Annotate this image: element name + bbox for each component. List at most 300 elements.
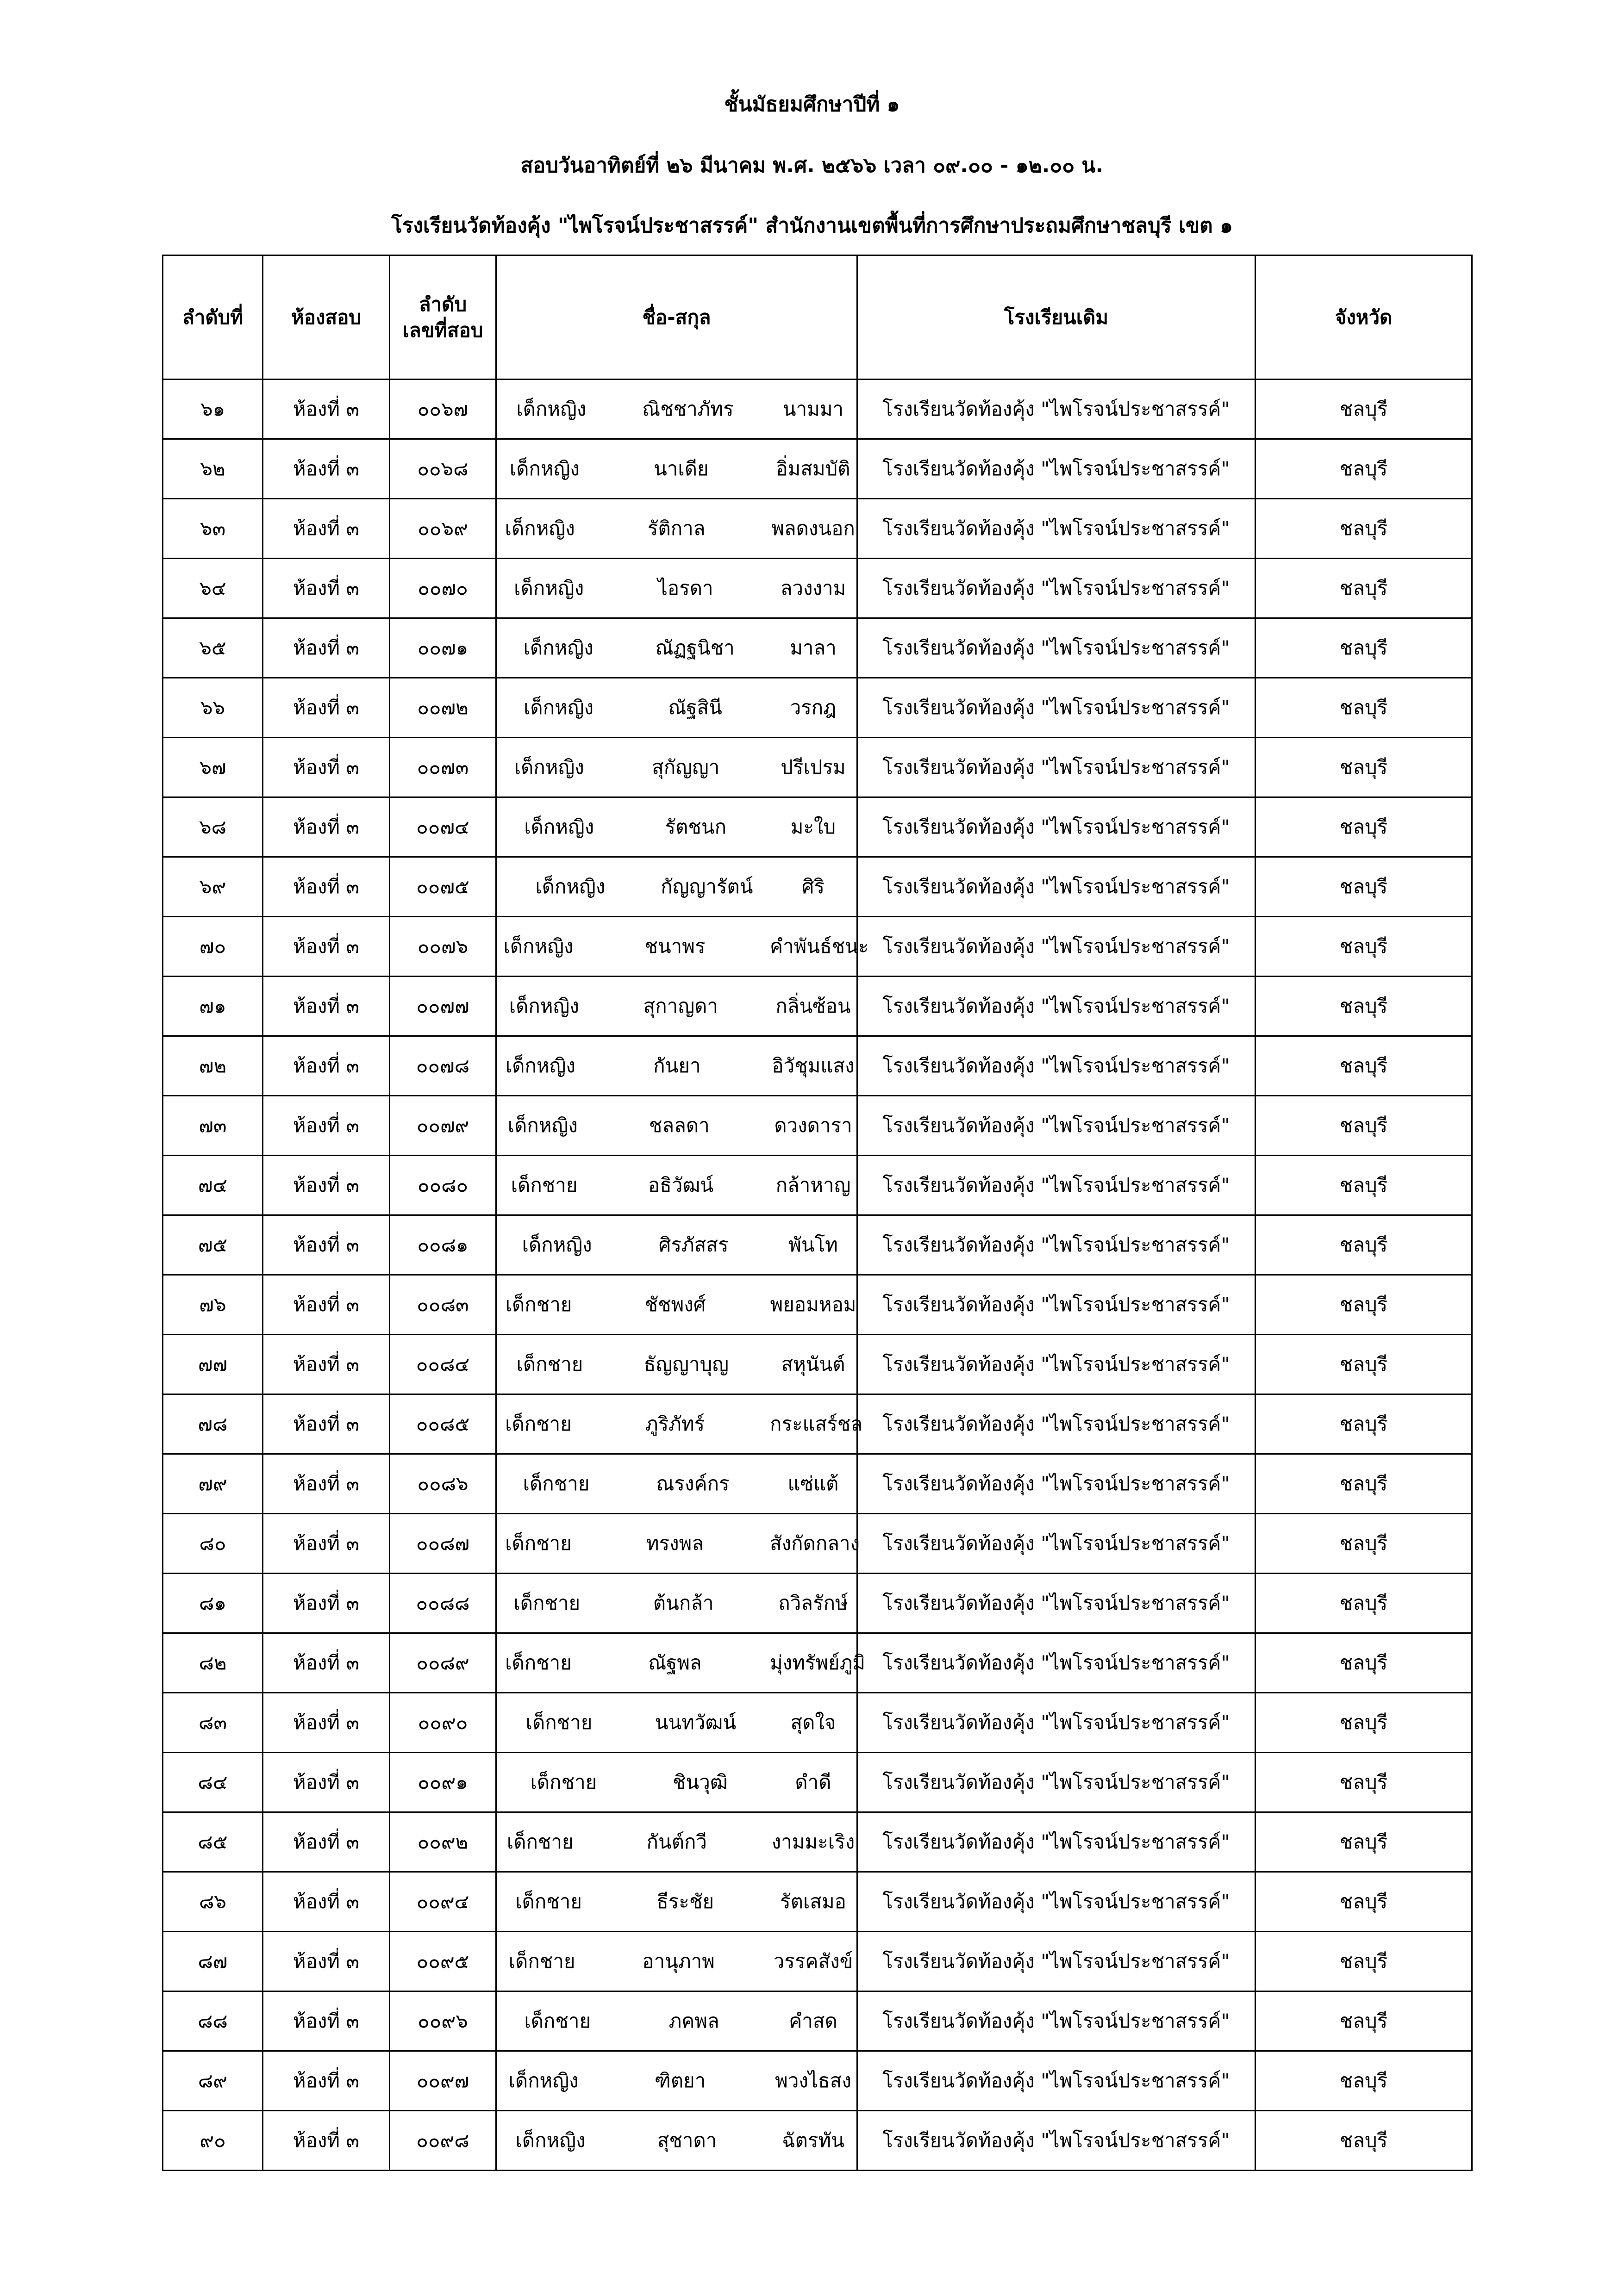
seat-number: ๐๐๗๒ [390,678,496,738]
name-prefix: เด็กชาย [523,1472,590,1495]
name-prefix: เด็กชาย [508,1950,575,1972]
seat-number: ๐๐๙๐ [390,1693,496,1753]
first-name: ศิรภัสสร [658,1233,729,1256]
exam-room: ห้องที่ ๓ [263,797,390,857]
col-header-room: ห้องสอบ [263,255,390,380]
seat-number: ๐๐๗๕ [390,857,496,917]
seat-number: ๐๐๗๖ [390,917,496,977]
name-prefix: เด็กหญิง [514,577,584,599]
province: ชลบุรี [1255,1335,1472,1394]
name-prefix: เด็กชาย [505,1412,572,1435]
name-prefix: เด็กหญิง [509,457,580,480]
student-name [496,618,857,678]
row-number: ๘๒ [163,1633,263,1693]
exam-room: ห้องที่ ๓ [263,1215,390,1275]
seat-number: ๐๐๗๑ [390,618,496,678]
table-row [163,1932,1472,1991]
last-name: พันโท [788,1233,838,1256]
row-number: ๗๔ [163,1156,263,1215]
province: ชลบุรี [1255,2051,1472,2111]
student-name [496,2111,857,2171]
last-name: ดำดี [795,1771,831,1793]
province: ชลบุรี [1255,678,1472,738]
name-prefix: เด็กหญิง [524,696,594,719]
student-name [496,1096,857,1156]
seat-number: ๐๐๗๐ [390,559,496,618]
previous-school: โรงเรียนวัดท้องคุ้ง "ไพโรจน์ประชาสรรค์" [857,1335,1255,1394]
last-name: ศิริ [801,875,825,898]
previous-school: โรงเรียนวัดท้องคุ้ง "ไพโรจน์ประชาสรรค์" [857,1991,1255,2051]
table-row [163,1514,1472,1574]
name-prefix: เด็กชาย [505,1532,572,1555]
student-name [496,1514,860,1574]
row-number: ๗๕ [163,1215,263,1275]
last-name: แซ่แต้ [787,1472,839,1495]
previous-school: โรงเรียนวัดท้องคุ้ง "ไพโรจน์ประชาสรรค์" [857,380,1255,439]
first-name: ชนาพร [644,935,706,958]
table-row [163,1454,1472,1514]
name-prefix: เด็กชาย [513,1592,581,1614]
student-roster-table [162,255,1473,2171]
last-name: มะใบ [790,815,836,838]
row-number: ๖๔ [163,559,263,618]
province: ชลบุรี [1255,1753,1472,1812]
province: ชลบุรี [1255,857,1472,917]
table-row [163,1574,1472,1633]
col-header-seat-line1: ลำดับ [418,292,467,316]
name-prefix: เด็กชาย [511,1174,578,1196]
row-number: ๘๖ [163,1872,263,1932]
table-header-row [163,255,1472,380]
row-number: ๗๙ [163,1454,263,1514]
exam-room: ห้องที่ ๓ [263,1394,390,1454]
last-name: อิวัชุมแสง [772,1054,855,1077]
row-number: ๖๒ [163,439,263,499]
row-number: ๗๓ [163,1096,263,1156]
previous-school: โรงเรียนวัดท้องคุ้ง "ไพโรจน์ประชาสรรค์" [857,1514,1255,1574]
previous-school: โรงเรียนวัดท้องคุ้ง "ไพโรจน์ประชาสรรค์" [857,618,1255,678]
table-row [163,917,1472,977]
table-row [163,2051,1472,2111]
last-name: ลวงงาม [780,577,846,599]
exam-room: ห้องที่ ๓ [263,1275,390,1335]
province: ชลบุรี [1255,1454,1472,1514]
exam-room: ห้องที่ ๓ [263,1812,390,1872]
seat-number: ๐๐๘๐ [390,1156,496,1215]
student-name [496,857,857,917]
first-name: ณรงค์กร [656,1472,730,1495]
exam-room: ห้องที่ ๓ [263,1096,390,1156]
seat-number: ๐๐๘๕ [390,1394,496,1454]
province: ชลบุรี [1255,1096,1472,1156]
col-header-seat [390,255,496,380]
province: ชลบุรี [1255,1394,1472,1454]
name-prefix: เด็กหญิง [507,1114,578,1137]
exam-room: ห้องที่ ๓ [263,2051,390,2111]
exam-room: ห้องที่ ๓ [263,380,390,439]
last-name: มุ่งทรัพย์ภูมิ [770,1651,866,1674]
name-prefix: เด็กชาย [505,1293,572,1316]
exam-room: ห้องที่ ๓ [263,559,390,618]
exam-room: ห้องที่ ๓ [263,1156,390,1215]
first-name: นาเดีย [654,457,709,480]
col-header-prev-school: โรงเรียนเดิม [857,255,1255,380]
exam-date: สอบวันอาทิตย์ที่ ๒๖ มีนาคม พ.ศ. ๒๕๖๖ เวลา ๐๙.๐๐ - ๑๒.๐๐ น. [520,154,1104,177]
exam-room: ห้องที่ ๓ [263,1753,390,1812]
previous-school: โรงเรียนวัดท้องคุ้ง "ไพโรจน์ประชาสรรค์" [857,559,1255,618]
last-name: ฉัตรทัน [782,2129,844,2152]
previous-school: โรงเรียนวัดท้องคุ้ง "ไพโรจน์ประชาสรรค์" [857,1454,1255,1514]
province: ชลบุรี [1255,1275,1472,1335]
table-row [163,738,1472,797]
table-row [163,380,1472,439]
first-name: ภูริภัทร์ [645,1412,705,1435]
name-prefix: เด็กหญิง [503,935,574,958]
name-prefix: เด็กหญิง [523,636,593,659]
table-row [163,1335,1472,1394]
seat-number: ๐๐๗๓ [390,738,496,797]
first-name: ธีระชัย [656,1890,714,1913]
previous-school: โรงเรียนวัดท้องคุ้ง "ไพโรจน์ประชาสรรค์" [857,439,1255,499]
table-row [163,1036,1472,1096]
exam-room: ห้องที่ ๓ [263,1932,390,1991]
previous-school: โรงเรียนวัดท้องคุ้ง "ไพโรจน์ประชาสรรค์" [857,1156,1255,1215]
first-name: ณัฐพล [648,1651,702,1674]
student-name [496,1753,857,1812]
previous-school: โรงเรียนวัดท้องคุ้ง "ไพโรจน์ประชาสรรค์" [857,1215,1255,1275]
seat-number: ๐๐๘๓ [390,1275,496,1335]
row-number: ๗๗ [163,1335,263,1394]
seat-number: ๐๐๙๖ [390,1991,496,2051]
col-header-name: ชื่อ-สกุล [496,255,857,380]
table-row [163,499,1472,559]
exam-room: ห้องที่ ๓ [263,618,390,678]
first-name: ชัชพงศ์ [644,1293,706,1316]
table-row [163,1991,1472,2051]
first-name: ณัฏฐนิชา [655,636,735,659]
province: ชลบุรี [1255,559,1472,618]
student-name [496,1215,857,1275]
previous-school: โรงเรียนวัดท้องคุ้ง "ไพโรจน์ประชาสรรค์" [857,678,1255,738]
name-prefix: เด็กหญิง [522,1233,592,1256]
last-name: สังกัดกลาง [770,1532,860,1555]
table-row [163,1693,1472,1753]
row-number: ๖๙ [163,857,263,917]
name-prefix: เด็กหญิง [508,2069,579,2092]
last-name: วรกฎ [790,696,837,719]
row-number: ๖๘ [163,797,263,857]
name-prefix: เด็กชาย [525,1711,593,1734]
row-number: ๖๑ [163,380,263,439]
previous-school: โรงเรียนวัดท้องคุ้ง "ไพโรจน์ประชาสรรค์" [857,738,1255,797]
exam-room: ห้องที่ ๓ [263,917,390,977]
student-name [496,1991,857,2051]
exam-room: ห้องที่ ๓ [263,1036,390,1096]
student-name [496,678,857,738]
last-name: กลิ่นซ้อน [775,995,851,1017]
last-name: งามมะเริง [771,1830,855,1853]
province: ชลบุรี [1255,1156,1472,1215]
exam-room: ห้องที่ ๓ [263,1693,390,1753]
province: ชลบุรี [1255,1932,1472,1991]
school-district-line: โรงเรียนวัดท้องคุ้ง "ไพโรจน์ประชาสรรค์" สำนักงานเขตพื้นที่การศึกษาประถมศึกษาชลบุรี เขต ๑ [391,214,1233,237]
previous-school: โรงเรียนวัดท้องคุ้ง "ไพโรจน์ประชาสรรค์" [857,1753,1255,1812]
seat-number: ๐๐๖๗ [390,380,496,439]
exam-room: ห้องที่ ๓ [263,1454,390,1514]
name-prefix: เด็กหญิง [505,517,575,540]
row-number: ๘๗ [163,1932,263,1991]
exam-room: ห้องที่ ๓ [263,2111,390,2171]
first-name: ไอรดา [657,577,713,599]
first-name: ภคพล [668,2010,719,2032]
row-number: ๗๒ [163,1036,263,1096]
table-row [163,857,1472,917]
last-name: กล้าหาญ [775,1174,851,1196]
seat-number: ๐๐๘๑ [390,1215,496,1275]
name-prefix: เด็กชาย [506,1830,574,1853]
exam-room: ห้องที่ ๓ [263,1574,390,1633]
first-name: ณัฐสินี [668,696,722,719]
province: ชลบุรี [1255,499,1472,559]
student-name [496,2051,857,2111]
previous-school: โรงเรียนวัดท้องคุ้ง "ไพโรจน์ประชาสรรค์" [857,499,1255,559]
name-prefix: เด็กหญิง [505,1054,575,1077]
province: ชลบุรี [1255,1514,1472,1574]
last-name: มาลา [790,636,837,659]
student-name [496,977,857,1036]
row-number: ๗๘ [163,1394,263,1454]
exam-room: ห้องที่ ๓ [263,1514,390,1574]
last-name: อิ่มสมบัติ [776,457,850,480]
previous-school: โรงเรียนวัดท้องคุ้ง "ไพโรจน์ประชาสรรค์" [857,797,1255,857]
student-name [496,917,869,977]
name-prefix: เด็กหญิง [516,398,587,420]
province: ชลบุรี [1255,797,1472,857]
seat-number: ๐๐๘๗ [390,1514,496,1574]
last-name: คำพันธ์ชนะ [770,935,869,958]
previous-school: โรงเรียนวัดท้องคุ้ง "ไพโรจน์ประชาสรรค์" [857,1275,1255,1335]
seat-number: ๐๐๘๘ [390,1574,496,1633]
student-name [496,1693,857,1753]
seat-number: ๐๐๖๘ [390,439,496,499]
row-number: ๖๖ [163,678,263,738]
seat-number: ๐๐๙๕ [390,1932,496,1991]
student-name [496,1633,866,1693]
first-name: ต้นกล้า [653,1592,714,1614]
first-name: สุกัญญา [652,756,720,778]
province: ชลบุรี [1255,738,1472,797]
first-name: กันต์กวี [646,1830,707,1853]
row-number: ๖๗ [163,738,263,797]
table-row [163,1872,1472,1932]
student-name [496,559,857,618]
exam-room: ห้องที่ ๓ [263,439,390,499]
student-name [496,797,857,857]
seat-number: ๐๐๙๘ [390,2111,496,2171]
previous-school: โรงเรียนวัดท้องคุ้ง "ไพโรจน์ประชาสรรค์" [857,917,1255,977]
seat-number: ๐๐๗๔ [390,797,496,857]
seat-number: ๐๐๘๙ [390,1633,496,1693]
exam-room: ห้องที่ ๓ [263,1991,390,2051]
first-name: ฑิตยา [654,2069,706,2092]
table-row [163,439,1472,499]
last-name: รัตเสมอ [780,1890,846,1913]
first-name: นนทวัฒน์ [655,1711,737,1734]
exam-room: ห้องที่ ๓ [263,977,390,1036]
exam-room: ห้องที่ ๓ [263,678,390,738]
province: ชลบุรี [1255,1693,1472,1753]
seat-number: ๐๐๗๙ [390,1096,496,1156]
province: ชลบุรี [1255,380,1472,439]
table-row [163,1753,1472,1812]
previous-school: โรงเรียนวัดท้องคุ้ง "ไพโรจน์ประชาสรรค์" [857,1932,1255,1991]
exam-room: ห้องที่ ๓ [263,738,390,797]
previous-school: โรงเรียนวัดท้องคุ้ง "ไพโรจน์ประชาสรรค์" [857,1872,1255,1932]
name-prefix: เด็กหญิง [509,995,579,1017]
seat-number: ๐๐๙๑ [390,1753,496,1812]
row-number: ๘๙ [163,2051,263,2111]
col-header-no: ลำดับที่ [163,255,263,380]
student-name [496,1574,857,1633]
province: ชลบุรี [1255,917,1472,977]
name-prefix: เด็กหญิง [515,2129,586,2152]
col-header-seat-line2: เลขที่สอบ [402,318,483,342]
last-name: ปรีเปรม [781,756,846,778]
previous-school: โรงเรียนวัดท้องคุ้ง "ไพโรจน์ประชาสรรค์" [857,857,1255,917]
exam-room: ห้องที่ ๓ [263,1335,390,1394]
province: ชลบุรี [1255,1574,1472,1633]
name-prefix: เด็กชาย [505,1651,572,1674]
name-prefix: เด็กหญิง [524,815,594,838]
student-name [496,1932,857,1991]
seat-number: ๐๐๗๗ [390,977,496,1036]
previous-school: โรงเรียนวัดท้องคุ้ง "ไพโรจน์ประชาสรรค์" [857,2051,1255,2111]
province: ชลบุรี [1255,618,1472,678]
last-name: ถวิลรักษ์ [778,1592,848,1614]
first-name: รัตชนก [665,815,727,838]
last-name: ดวงดารา [774,1114,852,1137]
seat-number: ๐๐๘๔ [390,1335,496,1394]
province: ชลบุรี [1255,2111,1472,2171]
student-name [496,1812,857,1872]
last-name: พยอมหอม [770,1293,856,1316]
previous-school: โรงเรียนวัดท้องคุ้ง "ไพโรจน์ประชาสรรค์" [857,2111,1255,2171]
row-number: ๙๐ [163,2111,263,2171]
row-number: ๗๐ [163,917,263,977]
row-number: ๗๖ [163,1275,263,1335]
student-name [496,738,857,797]
first-name: ธัญญาบุญ [643,1353,729,1375]
table-row [163,1275,1472,1335]
first-name: ทรงพล [646,1532,704,1555]
table-row [163,1215,1472,1275]
last-name: วรรคสังข์ [773,1950,853,1972]
province: ชลบุรี [1255,1991,1472,2051]
seat-number: ๐๐๖๙ [390,499,496,559]
seat-number: ๐๐๙๔ [390,1872,496,1932]
table-row [163,977,1472,1036]
row-number: ๘๘ [163,1991,263,2051]
seat-number: ๐๐๘๖ [390,1454,496,1514]
name-prefix: เด็กหญิง [514,756,584,778]
exam-room: ห้องที่ ๓ [263,1872,390,1932]
table-row [163,678,1472,738]
first-name: ณิชชาภัทร [642,398,734,420]
first-name: ชินวุฒิ [673,1771,728,1793]
province: ชลบุรี [1255,1036,1472,1096]
table-row [163,559,1472,618]
row-number: ๖๓ [163,499,263,559]
table-row [163,1812,1472,1872]
name-prefix: เด็กชาย [530,1771,597,1793]
table-row [163,1394,1472,1454]
previous-school: โรงเรียนวัดท้องคุ้ง "ไพโรจน์ประชาสรรค์" [857,1096,1255,1156]
last-name: สหุนันต์ [781,1353,845,1375]
first-name: สุชาดา [657,2129,717,2152]
seat-number: ๐๐๙๒ [390,1812,496,1872]
table-row [163,1156,1472,1215]
province: ชลบุรี [1255,1812,1472,1872]
page-title: ชั้นมัธยมศึกษาปีที่ ๑ [724,93,900,116]
province: ชลบุรี [1255,1633,1472,1693]
first-name: สุกาญดา [643,995,718,1017]
student-name [496,1872,857,1932]
student-name [496,380,857,439]
last-name: สุดใจ [790,1711,836,1734]
name-prefix: เด็กหญิง [535,875,606,898]
name-prefix: เด็กชาย [524,2010,591,2032]
previous-school: โรงเรียนวัดท้องคุ้ง "ไพโรจน์ประชาสรรค์" [857,1394,1255,1454]
table-row [163,1633,1472,1693]
student-name [496,1454,857,1514]
name-prefix: เด็กชาย [516,1353,583,1375]
previous-school: โรงเรียนวัดท้องคุ้ง "ไพโรจน์ประชาสรรค์" [857,1633,1255,1693]
previous-school: โรงเรียนวัดท้องคุ้ง "ไพโรจน์ประชาสรรค์" [857,1574,1255,1633]
row-number: ๘๓ [163,1693,263,1753]
previous-school: โรงเรียนวัดท้องคุ้ง "ไพโรจน์ประชาสรรค์" [857,1036,1255,1096]
last-name: พลดงนอก [771,517,855,540]
student-name [496,499,857,559]
col-header-province: จังหวัด [1255,255,1472,380]
table-row [163,1096,1472,1156]
seat-number: ๐๐๗๘ [390,1036,496,1096]
province: ชลบุรี [1255,1215,1472,1275]
table-row [163,2111,1472,2171]
first-name: อธิวัฒน์ [648,1174,714,1196]
exam-room: ห้องที่ ๓ [263,1633,390,1693]
table-row [163,797,1472,857]
first-name: ชลลดา [649,1114,710,1137]
student-name [496,439,857,499]
last-name: กระแสร์ชล [770,1412,863,1435]
exam-room: ห้องที่ ๓ [263,857,390,917]
last-name: พวงไธสง [775,2069,851,2092]
student-name [496,1394,863,1454]
row-number: ๘๑ [163,1574,263,1633]
student-name [496,1275,857,1335]
row-number: ๖๕ [163,618,263,678]
student-name [496,1156,857,1215]
seat-number: ๐๐๙๗ [390,2051,496,2111]
first-name: อานุภาพ [642,1950,715,1972]
first-name: กัญญารัตน์ [661,875,753,898]
previous-school: โรงเรียนวัดท้องคุ้ง "ไพโรจน์ประชาสรรค์" [857,1693,1255,1753]
first-name: กันยา [653,1054,701,1077]
last-name: คำสด [789,2010,837,2032]
province: ชลบุรี [1255,1872,1472,1932]
exam-room: ห้องที่ ๓ [263,499,390,559]
first-name: รัติกาล [647,517,706,540]
